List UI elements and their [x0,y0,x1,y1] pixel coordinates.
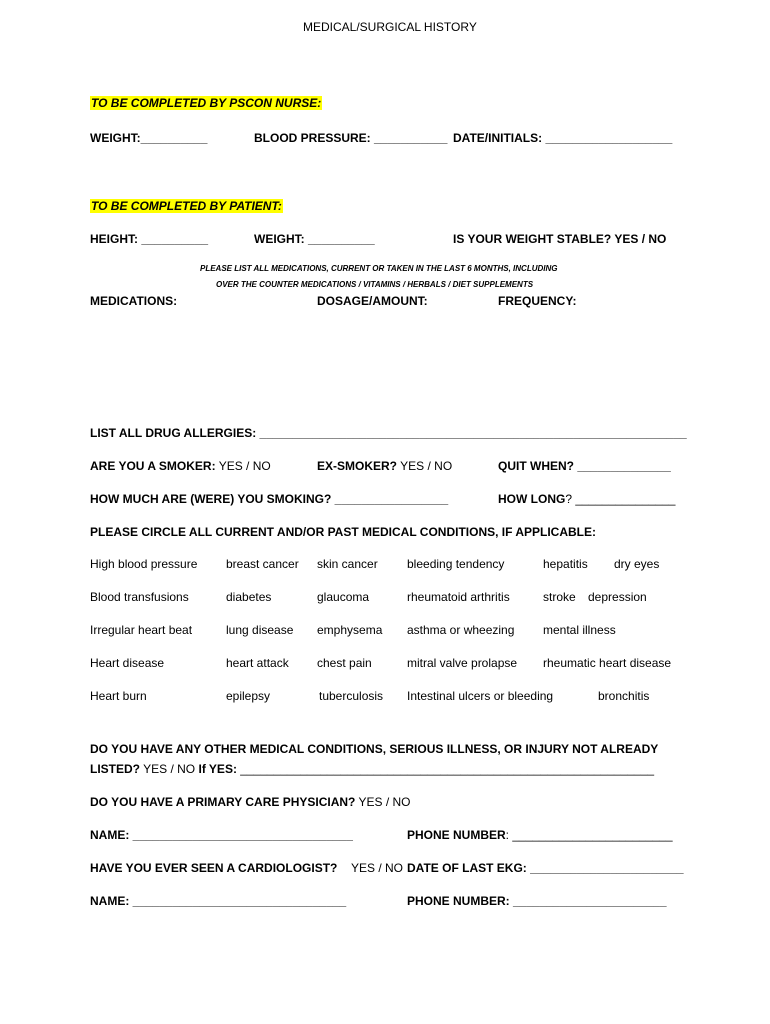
last-ekg-date-field[interactable]: DATE OF LAST EKG: _______________________ [407,861,684,875]
cardiologist-question: HAVE YOU EVER SEEN A CARDIOLOGIST? [90,861,338,875]
nurse-date-initials-field[interactable]: DATE/INITIALS: ___________________ [453,131,673,145]
other-conditions-answer[interactable] [90,762,654,776]
condition-item[interactable]: Blood transfusions [90,590,189,604]
phone-blank[interactable]: : ________________________ [505,828,673,842]
medication-note-line-2: OVER THE COUNTER MEDICATIONS / VITAMINS / HERBALS / DIET SUPPLEMENTS [216,280,534,289]
condition-item[interactable]: Heart disease [90,656,165,670]
page-title: MEDICAL/SURGICAL HISTORY [303,20,477,34]
condition-item[interactable]: asthma or wheezing [407,623,515,637]
condition-item[interactable]: tuberculosis [319,689,384,703]
if-yes-label: If YES: [198,762,237,776]
primary-care-phone-field[interactable] [407,828,673,842]
condition-item[interactable]: stroke [543,590,576,604]
condition-item[interactable]: dry eyes [614,557,660,571]
conditions-heading: PLEASE CIRCLE ALL CURRENT AND/OR PAST MEDICAL CONDITIONS, IF APPLICABLE: [90,525,597,539]
ex-smoker-question[interactable] [317,459,452,473]
nurse-blood-pressure-field[interactable]: BLOOD PRESSURE: ___________ [254,131,448,145]
how-long-field[interactable] [498,492,675,506]
dosage-column-header: DOSAGE/AMOUNT: [317,294,428,308]
patient-height-field[interactable]: HEIGHT: __________ [90,232,209,246]
medication-note-line-1: PLEASE LIST ALL MEDICATIONS, CURRENT OR TAKEN IN THE LAST 6 MONTHS, INCLUDING [200,264,558,273]
condition-item[interactable]: skin cancer [317,557,378,571]
listed-label: LISTED? [90,762,140,776]
patient-weight-field[interactable]: WEIGHT: __________ [254,232,375,246]
primary-care-options[interactable]: YES / NO [358,795,411,809]
condition-item[interactable]: High blood pressure [90,557,198,571]
condition-item[interactable]: rheumatic heart disease [543,656,672,670]
patient-section-heading: TO BE COMPLETED BY PATIENT: [91,199,282,213]
other-conditions-question: DO YOU HAVE ANY OTHER MEDICAL CONDITIONS, SERIOUS ILLNESS, OR INJURY NOT ALREADY [90,742,659,756]
smoker-options[interactable]: YES / NO [218,459,271,473]
condition-item[interactable]: Intestinal ulcers or bleeding [407,689,554,703]
condition-item[interactable]: Heart burn [90,689,147,703]
condition-item[interactable]: bleeding tendency [407,557,505,571]
primary-care-question[interactable] [90,795,411,809]
cardiologist-name-field[interactable]: NAME: ________________________________ [90,894,347,908]
condition-item[interactable]: emphysema [317,623,383,637]
condition-item[interactable]: heart attack [226,656,289,670]
condition-item[interactable]: breast cancer [226,557,299,571]
condition-item[interactable]: mitral valve prolapse [407,656,518,670]
condition-item[interactable]: lung disease [226,623,294,637]
medications-column-header: MEDICATIONS: [90,294,178,308]
primary-care-name-field[interactable]: NAME: _________________________________ [90,828,353,842]
how-long-label: HOW LONG [498,492,566,506]
condition-item[interactable]: chest pain [317,656,372,670]
condition-item[interactable]: Irregular heart beat [90,623,193,637]
ex-smoker-options[interactable]: YES / NO [400,459,453,473]
if-yes-blank[interactable]: ______________________________________________________________ [240,762,655,776]
other-conditions-options[interactable]: YES / NO [143,762,196,776]
condition-item[interactable]: mental illness [543,623,616,637]
condition-item[interactable]: rheumatoid arthritis [407,590,510,604]
phone-label: PHONE NUMBER [407,828,506,842]
how-long-blank[interactable]: ? _______________ [565,492,676,506]
smoker-label: ARE YOU A SMOKER: [90,459,216,473]
condition-item[interactable]: depression [588,590,647,604]
frequency-column-header: FREQUENCY: [498,294,577,308]
condition-item[interactable]: glaucoma [317,590,370,604]
cardiologist-options[interactable]: YES / NO [351,861,404,875]
cardiologist-phone-field[interactable]: PHONE NUMBER: _______________________ [407,894,667,908]
nurse-section-heading: TO BE COMPLETED BY PSCON NURSE: [91,96,322,110]
drug-allergies-field[interactable]: LIST ALL DRUG ALLERGIES: ________________________________________________________________ [90,426,687,440]
condition-item[interactable]: hepatitis [543,557,588,571]
smoker-question[interactable] [90,459,271,473]
primary-care-label: DO YOU HAVE A PRIMARY CARE PHYSICIAN? [90,795,356,809]
quit-when-field[interactable]: QUIT WHEN? ______________ [498,459,671,473]
condition-item[interactable]: bronchitis [598,689,650,703]
condition-item[interactable]: diabetes [226,590,272,604]
condition-item[interactable]: epilepsy [226,689,271,703]
nurse-weight-field[interactable]: WEIGHT:__________ [90,131,208,145]
weight-stable-question[interactable]: IS YOUR WEIGHT STABLE? YES / NO [453,232,667,246]
ex-smoker-label: EX-SMOKER? [317,459,398,473]
how-much-smoking-field[interactable]: HOW MUCH ARE (WERE) YOU SMOKING? _________________ [90,492,449,506]
